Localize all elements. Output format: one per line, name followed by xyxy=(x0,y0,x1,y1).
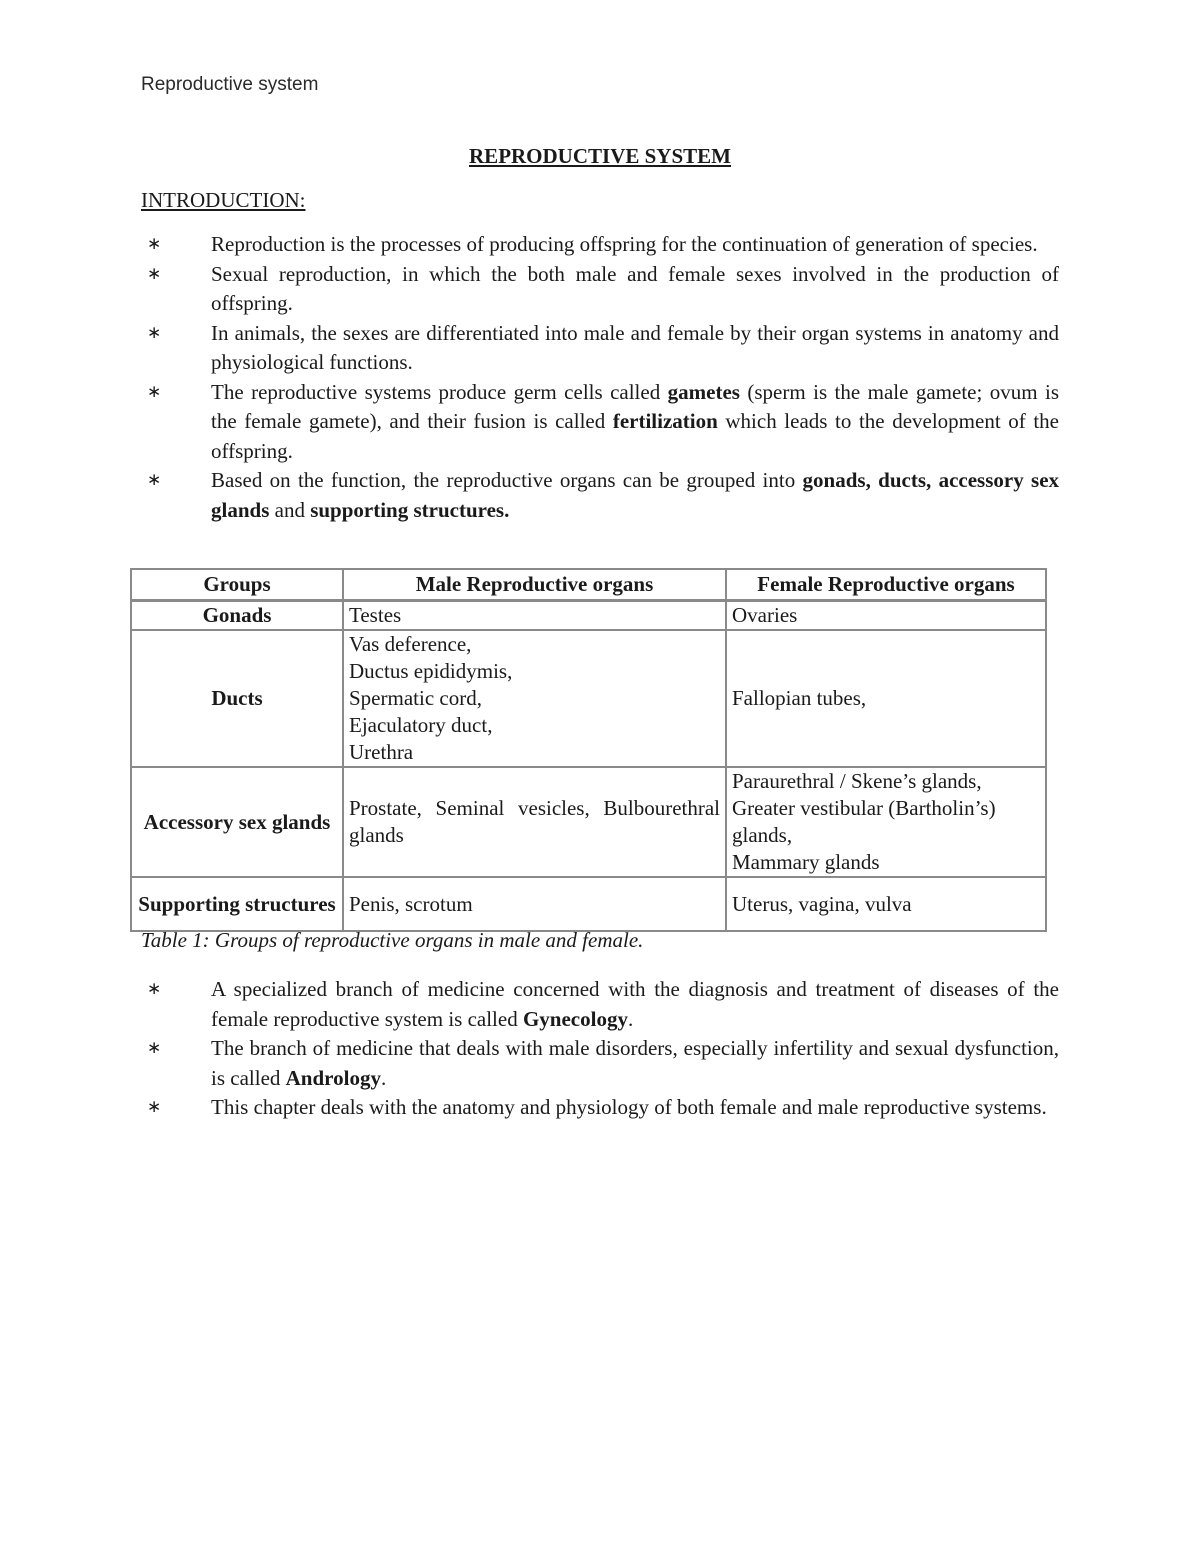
table-caption: Table 1: Groups of reproductive organs in male and female. xyxy=(141,928,644,952)
asterisk-bullet-icon: ∗ xyxy=(147,1097,162,1117)
asterisk-bullet-icon: ∗ xyxy=(147,1038,162,1058)
bullet-text: Reproduction is the processes of producing offspring for the continuation of generation of species. xyxy=(211,232,1038,256)
section-heading-introduction: INTRODUCTION: xyxy=(141,188,306,212)
reproductive-organs-table xyxy=(130,568,1047,932)
asterisk-bullet-icon: ∗ xyxy=(147,322,162,343)
bullet-text: Sexual reproduction, in which the both male and female sexes involved in the production of offspring. xyxy=(211,261,1059,315)
list-item xyxy=(141,378,1059,467)
cell-line: Penis, scrotum xyxy=(349,891,473,916)
list-item xyxy=(141,260,1059,319)
term-gametes: gametes xyxy=(667,379,740,404)
bullet-text: . xyxy=(380,1065,387,1090)
list-item xyxy=(141,319,1059,378)
cell-line: Vas deference, xyxy=(349,632,472,656)
document-title: REPRODUCTIVE SYSTEM xyxy=(469,144,731,168)
male-organs-cell xyxy=(343,630,726,767)
asterisk-bullet-icon: ∗ xyxy=(147,979,162,999)
term-gynecology: Gynecology xyxy=(522,1006,628,1031)
separator-comma: , xyxy=(926,468,939,492)
table-header-row xyxy=(131,569,1046,601)
term-ducts: ducts xyxy=(878,468,926,492)
list-item xyxy=(141,1093,1059,1123)
cell-line: Paraurethral / Skene’s glands, xyxy=(732,769,982,793)
cell-line: Greater vestibular (Bartholin’s) glands, xyxy=(732,796,996,847)
cell-line: Ejaculatory duct, xyxy=(349,713,493,737)
bullet-text: Based on the function, the reproductive organs can be grouped into xyxy=(211,468,803,492)
cell-line: Mammary glands xyxy=(732,850,880,874)
bullet-text: The reproductive systems produce germ cells called xyxy=(211,379,668,404)
group-cell: Supporting structures xyxy=(131,877,343,931)
column-header-male: Male Reproductive organs xyxy=(343,569,726,601)
bullet-text: This chapter deals with the anatomy and physiology of both female and male reproductive systems. xyxy=(211,1095,1047,1119)
list-item xyxy=(141,230,1059,260)
table-row xyxy=(131,877,1046,931)
asterisk-bullet-icon: ∗ xyxy=(147,234,162,254)
closing-bullet-list xyxy=(141,975,1059,1123)
bullet-text: A specialized branch of medicine concerned with the diagnosis and treatment of diseases of the female reproductive system is called xyxy=(211,977,1059,1031)
bullet-text: and xyxy=(269,497,311,522)
cell-line: Testes xyxy=(349,603,402,627)
cell-line: Ductus epididymis, xyxy=(349,659,513,683)
running-header: Reproductive system xyxy=(141,74,319,95)
asterisk-bullet-icon: ∗ xyxy=(147,381,162,402)
cell-line: Prostate, Seminal vesicles, Bulbourethral glands xyxy=(349,796,720,847)
female-organs-cell xyxy=(726,877,1046,931)
bullet-text: The branch of medicine that deals with male disorders, especially infertility and sexual dysfunction, is called xyxy=(211,1036,1059,1090)
cell-line: Urethra xyxy=(349,740,414,764)
table-row xyxy=(131,767,1046,877)
term-gonads: gonads xyxy=(802,468,866,492)
bullet-text: . xyxy=(627,1006,634,1031)
cell-line: Uterus, vagina, vulva xyxy=(732,891,912,916)
intro-bullet-list xyxy=(141,230,1059,525)
list-item xyxy=(141,1034,1059,1093)
bullet-text: which leads to the development of the offspring. xyxy=(211,409,1059,463)
female-organs-cell xyxy=(726,630,1046,767)
term-accessory-sex-glands: accessory sex glands xyxy=(211,468,1060,522)
separator-comma: , xyxy=(865,468,879,492)
list-item xyxy=(141,975,1059,1034)
female-organs-cell xyxy=(726,767,1046,877)
column-header-female: Female Reproductive organs xyxy=(726,569,1046,601)
group-cell: Ducts xyxy=(131,630,343,767)
group-cell: Gonads xyxy=(131,601,343,631)
cell-line: Fallopian tubes, xyxy=(732,686,867,710)
female-organs-cell xyxy=(726,601,1046,631)
asterisk-bullet-icon: ∗ xyxy=(147,470,162,490)
term-fertilization: fertilization xyxy=(612,409,718,433)
group-cell: Accessory sex glands xyxy=(131,767,343,877)
male-organs-cell xyxy=(343,601,726,631)
male-organs-cell xyxy=(343,877,726,931)
list-item xyxy=(141,466,1059,525)
cell-line: Ovaries xyxy=(732,603,798,627)
column-header-groups: Groups xyxy=(131,569,343,601)
asterisk-bullet-icon: ∗ xyxy=(147,263,162,284)
term-andrology: Andrology xyxy=(285,1065,381,1090)
cell-line: Spermatic cord, xyxy=(349,686,482,710)
bullet-text: (sperm is the male gamete; ovum is the female gamete), and their fusion is called xyxy=(211,379,1060,433)
male-organs-cell xyxy=(343,767,726,877)
table-row xyxy=(131,601,1046,631)
table-row xyxy=(131,630,1046,767)
bullet-text: In animals, the sexes are differentiated into male and female by their organ systems in anatomy and physiological functions. xyxy=(211,320,1059,374)
term-supporting-structures: supporting structures. xyxy=(310,497,510,522)
